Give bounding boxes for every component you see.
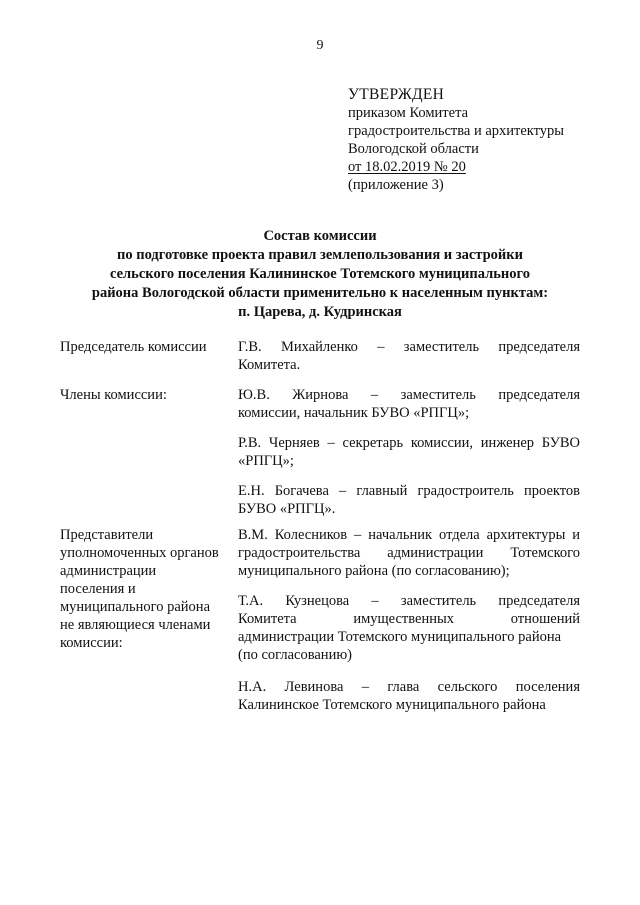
entry-line: Е.Н. Богачева – главный градостроитель проектов [238, 483, 580, 499]
approval-order-number: от 18.02.2019 № 20 [348, 159, 466, 175]
entry-line: Комитета имущественных отношений [238, 611, 580, 627]
title-line: п. Царева, д. Кудринская [238, 304, 402, 320]
title-line: Состав комиссии [263, 228, 377, 244]
entry-line: Г.В. Михайленко – заместитель председателя [238, 339, 580, 355]
role-line: уполномоченных органов [60, 545, 219, 561]
title-line: района Вологодской области применительно к населенным пунктам: [91, 285, 549, 301]
entry-line: БУВО «РПГЦ». [238, 501, 336, 517]
entry-line: комиссии, начальник БУВО «РПГЦ»; [238, 405, 470, 421]
title-line: по подготовке проекта правил землепользования и застройки [117, 247, 523, 263]
role-label: Члены комиссии: [60, 387, 167, 403]
entry-line: Т.А. Кузнецова – заместитель председателя [238, 593, 580, 609]
entry-line: В.М. Колесников – начальник отдела архитектуры и [238, 527, 580, 543]
entry-line: Калининское Тотемского муниципального района [238, 697, 546, 713]
entry-line: «РПГЦ»; [238, 453, 294, 469]
approved-heading: УТВЕРЖДЕН [348, 86, 445, 103]
role-line: комиссии: [60, 635, 123, 651]
member-entry [238, 338, 580, 374]
entry-line: Р.В. Черняев – секретарь комиссии, инженер БУВО [238, 435, 580, 451]
member-entry [238, 592, 580, 664]
role-line: не являющиеся членами [60, 617, 211, 633]
approval-line: приказом Комитета [348, 105, 469, 121]
approval-line: Вологодской области [348, 141, 479, 157]
member-entry [238, 678, 580, 714]
document-title [40, 227, 600, 322]
entry-line: Ю.В. Жирнова – заместитель председателя [238, 387, 580, 403]
entry-line: градостроительства администрации Тотемского [238, 545, 580, 561]
role-line: муниципального района [60, 599, 210, 615]
approval-block [348, 86, 608, 194]
role-label [60, 526, 232, 652]
member-entry [238, 526, 580, 580]
member-entry [238, 434, 580, 470]
member-entry [238, 482, 580, 518]
page-number: 9 [316, 38, 324, 53]
entry-line: администрации Тотемского муниципального района [238, 629, 562, 645]
role-line: поселения и [60, 581, 136, 597]
title-line: сельского поселения Калининское Тотемского муниципального [110, 266, 530, 282]
entry-line: муниципального района (по согласованию); [238, 563, 510, 579]
entry-line: Комитета. [238, 357, 301, 373]
role-label: Председатель комиссии [60, 339, 207, 355]
entry-line: (по согласованию) [238, 647, 352, 663]
approval-appendix: (приложение 3) [348, 177, 444, 193]
entry-line: Н.А. Левинова – глава сельского поселения [238, 679, 580, 695]
approval-line: градостроительства и архитектуры [348, 123, 565, 139]
role-line: Представители [60, 527, 154, 543]
role-line: администрации [60, 563, 157, 579]
member-entry [238, 386, 580, 422]
